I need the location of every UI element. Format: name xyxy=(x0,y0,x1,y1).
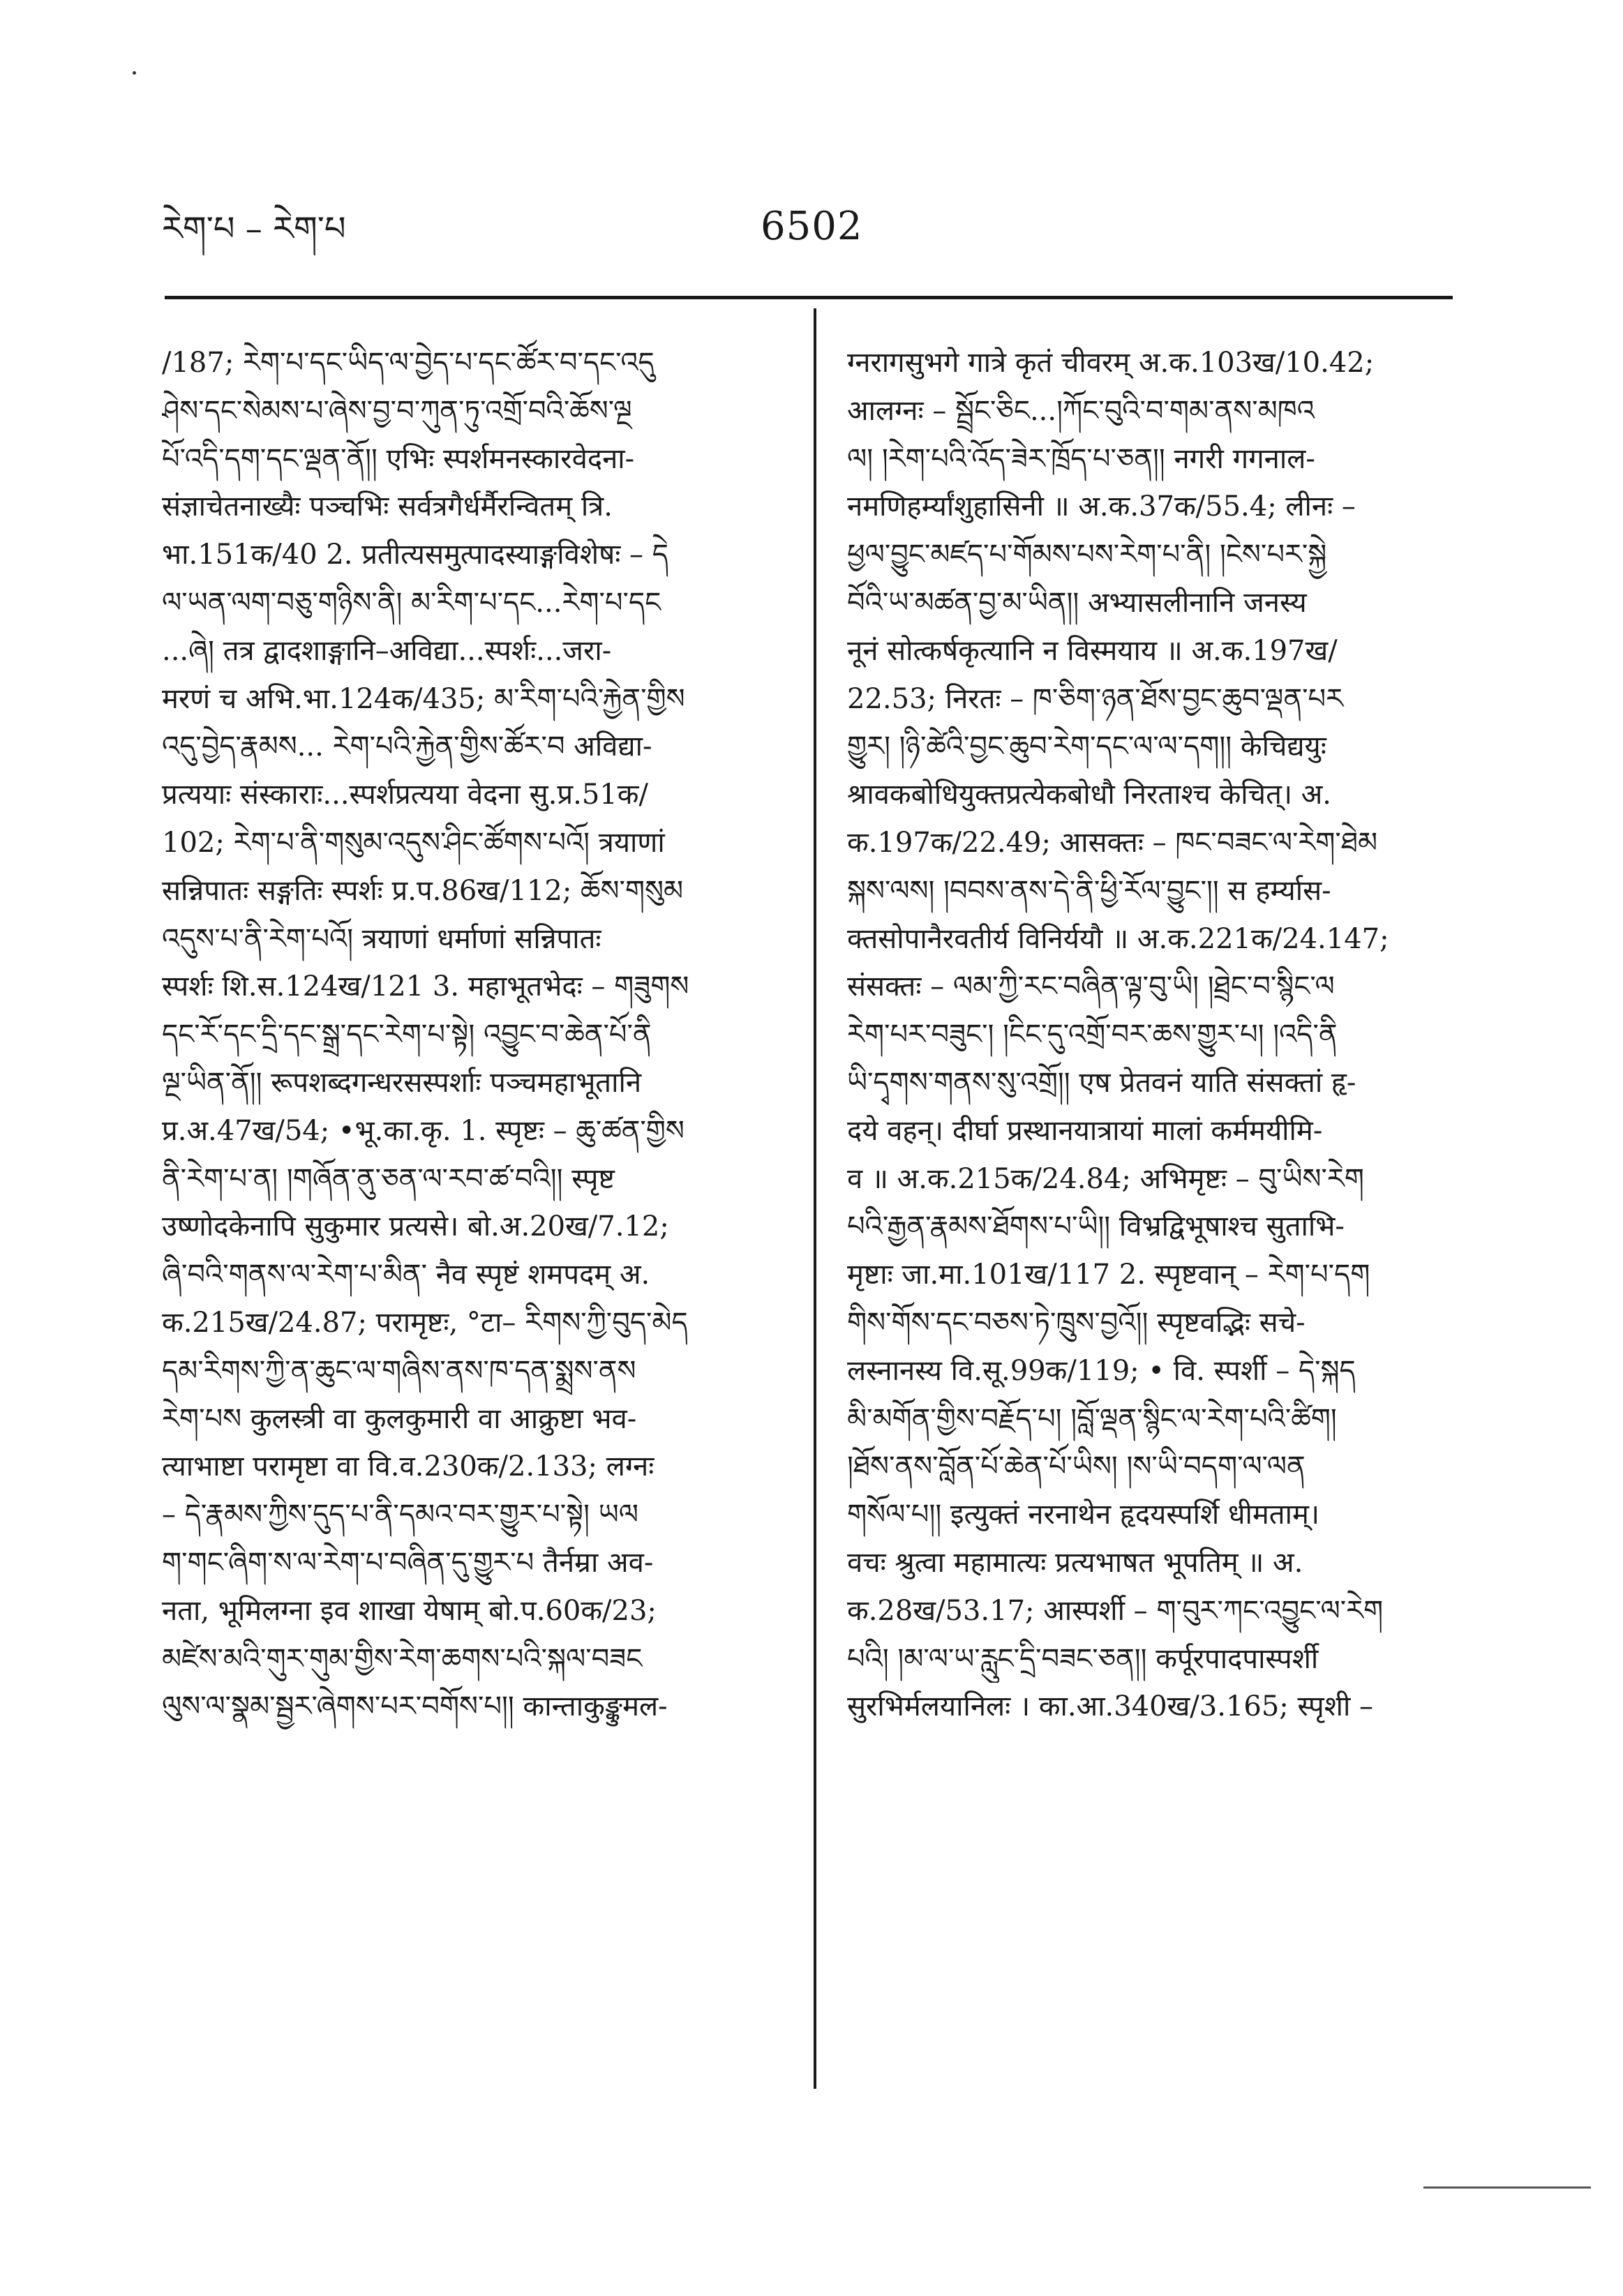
right-column xyxy=(847,339,1475,1731)
text-line: ཕྱལ་བྱུང་མཛད་པ་གོམས་པས་རེག་པ་ནི། །ངེས་པར་སྐྱེ xyxy=(847,539,1327,571)
text-line: དང་རོ་དང་དྲི་དང་སྒྲ་དང་རེག་པ་སྟེ། འབྱུང་བ་ཆེན་པོ་ནི xyxy=(162,1019,652,1051)
text-line: ག་གང་ཞིག་ས་ལ་རེག་པ་བཞིན་དུ་གྱུར་པ तैर्नम्रा अव- xyxy=(162,1546,654,1579)
text-line: ཤེས་དང་སེམས་པ་ཞེས་བྱ་བ་ཀུན་ཏུ་འགྲོ་བའི་ཆོས་ལྔ xyxy=(162,394,632,427)
text-line: आलग्नः – སྦྲོང་ཅིང...།ཀོང་བུའི་བ་གམ་ནས་མཁའ xyxy=(847,394,1315,427)
text-line: ནི་རེག་པ་ན། །གཞོན་ནུ་ཅན་ལ་རབ་ཚ་བའི།། स्पृष्ट xyxy=(162,1162,615,1195)
text-line: ལ། །རེག་པའི་འོད་ཟེར་ཁྲོད་པ་ཅན།། नगरी गगनाल- xyxy=(847,442,1315,475)
text-line: མི་མགོན་གྱིས་བརྗོད་པ། །བློ་ལྡན་སྙིང་ལ་རེག་པའི་ཚིག། xyxy=(847,1402,1337,1435)
column-divider xyxy=(814,308,816,2089)
text-line: भा.151क/40 2. प्रतीत्यसमुत्पादस्याङ्गविशेषः – དེ xyxy=(162,539,668,571)
text-line: ཡི་དྭགས་གནས་སུ་འགྲོ།། एष प्रेतवनं याति संसक्तां हृ- xyxy=(847,1066,1356,1099)
text-line: འདུ་བྱེད་རྣམས... རེག་པའི་རྐྱེན་གྱིས་ཚོར་བ अविद्या- xyxy=(162,730,652,763)
text-line: संसक्तः – ལམ་ཀྱི་རང་བཞིན་ལྟ་བུ་ཡི། །ཐྲེང་བ་སྙིང་ལ xyxy=(847,970,1335,1003)
page-number: 6502 xyxy=(761,204,863,249)
text-line: པའི་རྒྱན་རྣམས་ཐོགས་པ་ཡི།། विभ्रद्विभूषाश्च सुताभि- xyxy=(847,1210,1345,1243)
text-line: क्तसोपानैरवतीर्य विनिर्ययौ ॥ अ.क.221क/24.147; xyxy=(847,922,1389,955)
text-line: मरणं च अभि.भा.124क/435; མ་རིག་པའི་རྐྱེན་གྱིས xyxy=(162,682,685,715)
text-line: उष्णोदकेनापि सुकुमार प्रत्यसे। बो.अ.20ख/7.12; xyxy=(162,1210,669,1243)
text-line: 102; རེག་པ་ནི་གསུམ་འདུས་ཤིང་ཚོགས་པའོ། त्रयाणां xyxy=(162,826,665,859)
text-line: ལྔ་ཡིན་ནོ།། रूपशब्दगन्धरसस्पर्शाः पञ्चमहाभूतानि xyxy=(162,1066,642,1099)
text-line: त्याभाष्टा परामृष्टा वा वि.व.230क/2.133; लग्नः xyxy=(162,1450,655,1483)
text-line: नमणिहर्म्यांशुहासिनी ॥ अ.क.37क/55.4; लीनः – xyxy=(847,490,1356,523)
text-line: दये वहन्। दीर्घा प्रस्थानयात्रायां मालां कर्ममयीमि- xyxy=(847,1114,1323,1147)
text-line: वचः श्रुत्वा महामात्यः प्रत्यभाषत भूपतिम् ॥ अ. xyxy=(847,1546,1303,1579)
text-line: པའི། །མ་ལ་ཡ་རླུང་དྲི་བཟང་ཅན།། कर्पूरपादपास्पर्शी xyxy=(847,1642,1319,1675)
text-line: संज्ञाचेतनाख्यैः पञ्चभिः सर्वत्रगैर्धर्मैरन्वितम् त्रि. xyxy=(162,490,613,523)
text-line: – དེ་རྣམས་ཀྱིས་དུད་པ་ནི་དམའ་བར་གྱུར་པ་སྟེ། ཡལ xyxy=(162,1499,638,1531)
text-line: नता, भूमिलग्ना इव शाखा येषाम् बो.प.60क/23; xyxy=(162,1594,657,1627)
text-line: རེག་པས कुलस्त्री वा कुलकुमारी वा आक्रुष्टा भव- xyxy=(162,1402,637,1435)
text-line: པོ་འདི་དག་དང་ལྡན་ནོ།། एभिः स्पर्शमनस्कारवेदना- xyxy=(162,442,635,475)
text-line: क.28ख/53.17; आस्पर्शी – ག་བུར་ཀང་འབྱུང་ལ་རེག xyxy=(847,1594,1384,1627)
text-line: འདུས་པ་ནི་རེག་པའོ། त्रयाणां धर्माणां सन्निपातः xyxy=(162,922,601,955)
text-line: ...ཞེ། तत्र द्वादशाङ्गानि–अविद्या...स्पर्शः...जरा- xyxy=(162,634,612,667)
text-line: སྐས་ལས། །བབས་ནས་དེ་ནི་ཕྱི་རོལ་བྱུང་།། स हर्म्यास- xyxy=(847,874,1331,907)
footer-mark xyxy=(1423,2186,1591,2189)
text-line: ཞི་བའི་གནས་ལ་རེག་པ་མིན་ नैव स्पृष्टं शमपदम् अ. xyxy=(162,1259,650,1291)
scan-speck xyxy=(133,71,136,75)
text-line: གྱུར། །ཉི་ཚེའི་བྱང་ཆུབ་རེག་དང་ལ་ལ་དག།། केचिद्ययुः xyxy=(847,730,1326,763)
text-line: གིས་གོས་དང་བཅས་ཏེ་ཁྲུས་བྱའོ།། स्पृष्टवद्भिः सचे- xyxy=(847,1306,1306,1339)
text-line: །ཐོས་ནས་བློན་པོ་ཆེན་པོ་ཡིས། །ས་ཡི་བདག་ལ་ལན xyxy=(847,1450,1306,1483)
text-line: /187; རེག་པ་དང་ཡིད་ལ་བྱེད་པ་དང་ཚོར་བ་དང་འདུ xyxy=(162,347,655,379)
text-line: सन्निपातः सङ्गतिः स्पर्शः प्र.प.86ख/112; ཆོས་གསུམ xyxy=(162,874,684,907)
text-line: नूनं सोत्कर्षकृत्यानि न विस्मयाय ॥ अ.क.197ख/ xyxy=(847,634,1338,667)
text-line: प्रत्ययाः संस्काराः...स्पर्शप्रत्यया वेदना सु.प्र.51क/ xyxy=(162,779,648,811)
text-line: क.197क/22.49; आसक्तः – ཁང་བཟང་ལ་རེག་ཐེམ xyxy=(847,826,1378,859)
text-line: प्र.अ.47ख/54; •भू.का.कृ. 1. स्पृष्टः – ཆུ་ཚན་གྱིས xyxy=(162,1114,685,1147)
text-line: བོའི་ཡ་མཚན་བྱ་མ་ཡིན།། अभ्यासलीनानि जनस्य xyxy=(847,586,1307,619)
text-line: ग्नरागसुभगे गात्रे कृतं चीवरम् अ.क.103ख/10.42; xyxy=(847,347,1375,379)
text-line: सुरभिर्मलयानिलः । का.आ.340ख/3.165; स्पृशी – xyxy=(847,1690,1374,1723)
text-line: ལ་ཡན་ལག་བཅུ་གཉིས་ནི། མ་རིག་པ་དང...རེག་པ་དང xyxy=(162,586,661,619)
text-line: ལུས་ལ་སྣམ་སྦྱར་ཞེགས་པར་བགོས་པ།། कान्ताकुङ्कुमल- xyxy=(162,1690,668,1723)
text-line: གསོལ་པ།། इत्युक्तं नरनाथेन हृदयस्पर्शि धीमताम्। xyxy=(847,1499,1320,1531)
text-line: རེག་པར་བཟུང་། །ངིང་དུ་འགྲོ་བར་ཆས་གྱུར་པ། །འདི་ནི xyxy=(847,1019,1338,1051)
text-line: མཛེས་མའི་གུར་གུམ་གྱིས་རེག་ཆགས་པའི་སྐལ་བཟང xyxy=(162,1642,643,1675)
left-column xyxy=(162,339,790,1731)
text-line: स्पर्शः शि.स.124ख/121 3. महाभूतभेदः – གཟུགས xyxy=(162,970,689,1003)
text-line: मृष्टाः जा.मा.101ख/117 2. स्पृष्टवान् – རེག་པ་དག xyxy=(847,1259,1370,1291)
text-line: लस्नानस्य वि.सू.99क/119; • वि. स्पर्शी – དེ་སྐད xyxy=(847,1354,1356,1387)
text-line: व ॥ अ.क.215क/24.84; अभिमृष्टः – བུ་ཡིས་རེག xyxy=(847,1162,1364,1195)
text-line: 22.53; निरतः – ཁ་ཅིག་ཉན་ཐོས་བྱང་ཆུབ་ལྡན་པར xyxy=(847,682,1344,715)
header-rule xyxy=(165,296,1453,299)
text-line: क.215ख/24.87; परामृष्टः, °टा– རིགས་ཀྱི་བུད་མེད xyxy=(162,1306,688,1339)
text-line: དམ་རིགས་ཀྱི་ན་ཆུང་ལ་གཞིས་ནས་ཁ་དན་སྨྲས་ནས xyxy=(162,1354,636,1387)
running-head: རེག་པ – རེག་པ xyxy=(162,209,346,248)
text-line: श्रावकबोधियुक्तप्रत्येकबोधौ निरताश्च केचित्। अ. xyxy=(847,779,1332,811)
